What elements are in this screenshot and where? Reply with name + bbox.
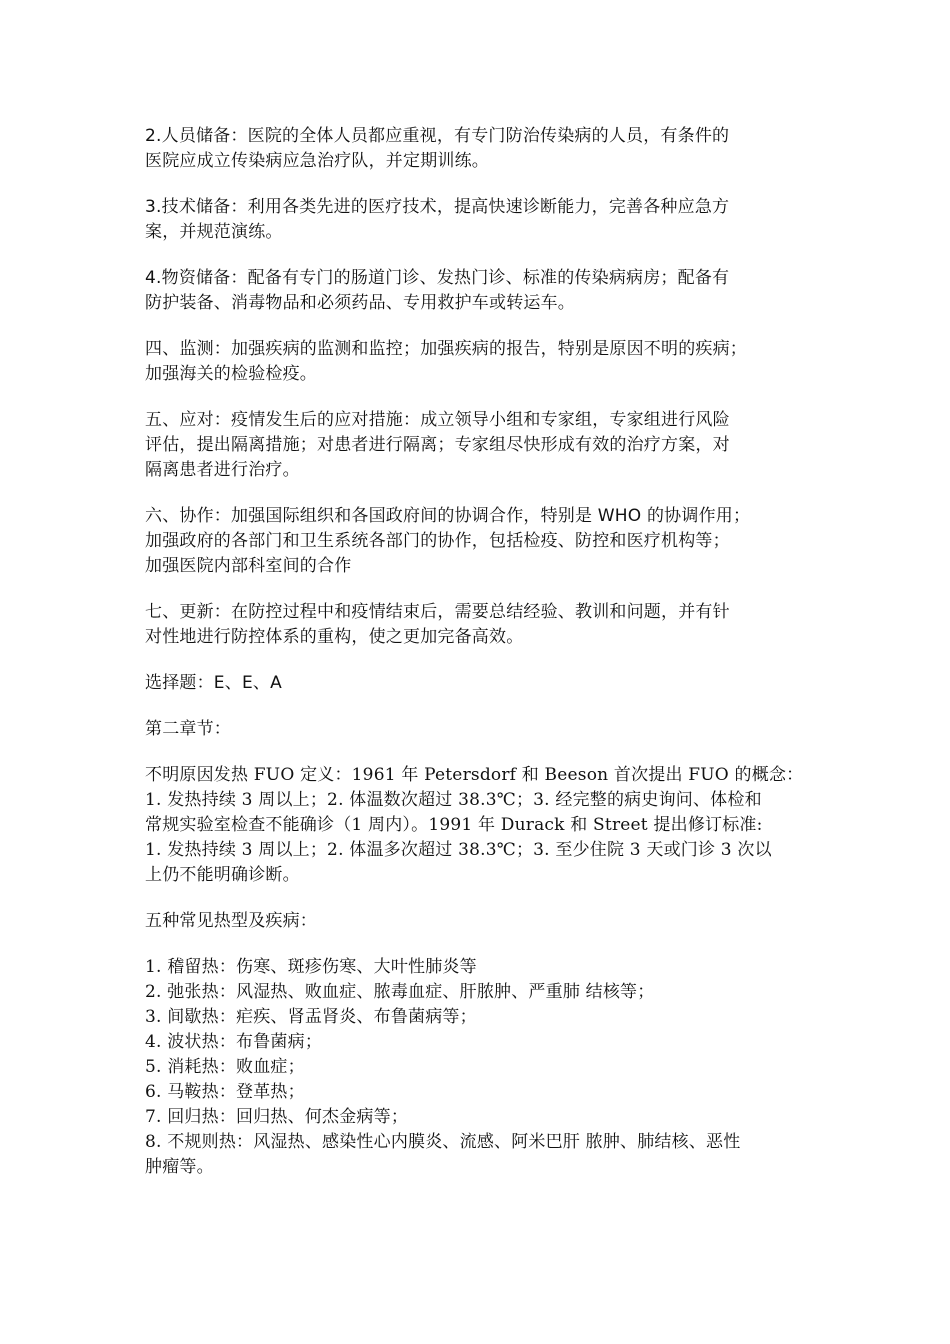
paragraph [145,337,810,387]
text-line: 不明原因发热 FUO 定义：1961 年 Petersdorf 和 Beeson 首次提出 FUO 的概念： [145,765,804,785]
list-item: 3. 间歇热：疟疾、肾盂肾炎、布鲁菌病等； [145,1007,477,1027]
text-line: 加强医院内部科室间的合作 [145,556,352,576]
text-line: 加强海关的检验检疫。 [145,364,317,384]
paragraph [145,717,810,742]
list-item: 7. 回归热：回归热、何杰金病等； [145,1107,409,1127]
paragraph [145,124,810,174]
text-line: 2.人员储备：医院的全体人员都应重视，有专门防治传染病的人员，有条件的 [145,126,730,146]
text-line: 四、监测：加强疾病的监测和监控；加强疾病的报告，特别是原因不明的疾病； [145,339,747,359]
text-line: 防护装备、消毒物品和必须药品、专用救护车或转运车。 [145,293,575,313]
text-line: 加强政府的各部门和卫生系统各部门的协作，包括检疫、防控和医疗机构等； [145,531,730,551]
text-line: 案，并规范演练。 [145,222,283,242]
text-line: 4.物资储备：配备有专门的肠道门诊、发热门诊、标准的传染病病房；配备有 [145,268,730,288]
text-line: 对性地进行防控体系的重构，使之更加完备高效。 [145,627,524,647]
text-line: 第二章节： [145,719,231,739]
document-body [145,124,810,934]
paragraph [145,266,810,316]
text-line: 选择题：E、E、A [145,673,282,693]
text-line: 上仍不能明确诊断。 [145,865,300,885]
list-item: 8. 不规则热：风湿热、感染性心内膜炎、流感、阿米巴肝 脓肿、肺结核、恶性 [145,1132,741,1152]
text-line: 1. 发热持续 3 周以上；2. 体温数次超过 38.3℃；3. 经完整的病史询问、体检和 [145,790,762,810]
text-line: 1. 发热持续 3 周以上；2. 体温多次超过 38.3℃；3. 至少住院 3 天或门诊 3 次以 [145,840,772,860]
list-item: 2. 弛张热：风湿热、败血症、脓毒血症、肝脓肿、严重肺 结核等； [145,982,655,1002]
paragraph [145,909,810,934]
text-line: 七、更新：在防控过程中和疫情结束后，需要总结经验、教训和问题，并有针 [145,602,730,622]
paragraph [145,671,810,696]
text-line: 六、协作：加强国际组织和各国政府间的协调合作，特别是 WHO 的协调作用； [145,506,751,526]
paragraph [145,408,810,483]
list-item: 6. 马鞍热：登革热； [145,1082,305,1102]
text-line: 评估，提出隔离措施；对患者进行隔离；专家组尽快形成有效的治疗方案，对 [145,435,730,455]
list-item: 4. 波状热：布鲁菌病； [145,1032,323,1052]
paragraph [145,600,810,650]
text-line: 3.技术储备：利用各类先进的医疗技术，提高快速诊断能力，完善各种应急方 [145,197,730,217]
document-page [145,124,810,1180]
list-item: 5. 消耗热：败血症； [145,1057,305,1077]
text-line: 常规实验室检查不能确诊（1 周内）。1991 年 Durack 和 Street 提出修订标准: [145,815,763,835]
text-line: 隔离患者进行治疗。 [145,460,300,480]
list-item: 1. 稽留热：伤寒、斑疹伤寒、大叶性肺炎等 [145,957,477,977]
list-item: 肿瘤等。 [145,1157,214,1177]
fever-type-list [145,955,810,1180]
paragraph [145,504,810,579]
text-line: 五种常见热型及疾病： [145,911,317,931]
paragraph [145,763,810,888]
text-line: 五、应对：疫情发生后的应对措施：成立领导小组和专家组，专家组进行风险 [145,410,730,430]
text-line: 医院应成立传染病应急治疗队，并定期训练。 [145,151,489,171]
paragraph [145,195,810,245]
